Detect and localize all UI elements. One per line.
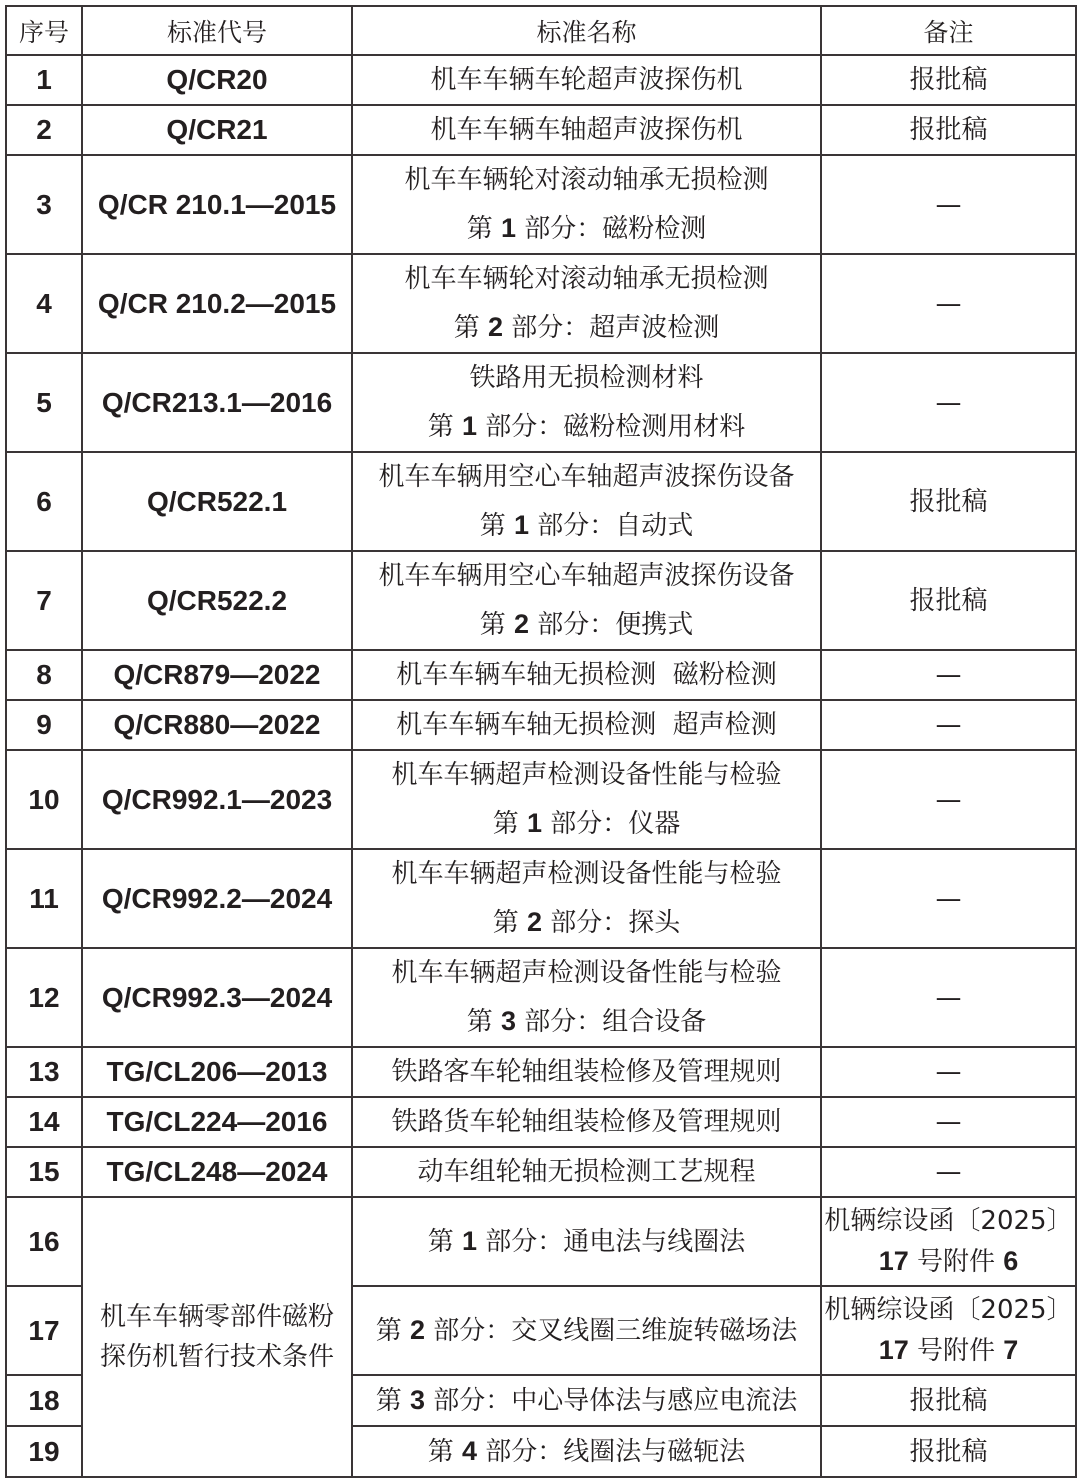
header-index: 序号 xyxy=(6,6,82,55)
row-name xyxy=(352,452,821,551)
row-index: 7 xyxy=(6,551,82,650)
row-note: 报批稿 xyxy=(821,452,1076,551)
table-row xyxy=(6,948,1076,1047)
row-note: — xyxy=(821,1097,1076,1147)
row-note: — xyxy=(821,1047,1076,1097)
table-row xyxy=(6,849,1076,948)
header-row xyxy=(6,6,1076,55)
table-row xyxy=(6,1197,1076,1286)
row-note: — xyxy=(821,1147,1076,1197)
row-code: Q/CR21 xyxy=(82,105,352,155)
row-note: — xyxy=(821,155,1076,254)
row-name: 铁路货车轮轴组装检修及管理规则 xyxy=(352,1097,821,1147)
row-index: 6 xyxy=(6,452,82,551)
row-index: 2 xyxy=(6,105,82,155)
row-index: 8 xyxy=(6,650,82,700)
row-index: 5 xyxy=(6,353,82,452)
row-code: Q/CR 210.1—2015 xyxy=(82,155,352,254)
row-code: TG/CL248—2024 xyxy=(82,1147,352,1197)
row-index: 10 xyxy=(6,750,82,849)
row-name-line1: 机车车辆超声检测设备性能与检验 xyxy=(391,859,782,889)
row-index: 12 xyxy=(6,948,82,1047)
row-name: 机车车辆车轮超声波探伤机 xyxy=(352,55,821,105)
standards-table xyxy=(5,5,1077,1478)
header-note: 备注 xyxy=(821,6,1076,55)
row-index: 3 xyxy=(6,155,82,254)
row-name-part: 第 1 部分：磁粉检测用材料 xyxy=(427,411,746,442)
row-code: Q/CR879—2022 xyxy=(82,650,352,700)
row-code: Q/CR522.2 xyxy=(82,551,352,650)
row-name-line1: 机车车辆轮对滚动轴承无损检测 xyxy=(404,264,769,294)
table-row xyxy=(6,650,1076,700)
row-note: 报批稿 xyxy=(821,1426,1076,1477)
row-index: 13 xyxy=(6,1047,82,1097)
merged-code-line2: 探伤机暂行技术条件 xyxy=(99,1342,334,1372)
row-name xyxy=(352,254,821,353)
row-name: 机车车辆车轴无损检测 超声检测 xyxy=(352,700,821,750)
row-index: 4 xyxy=(6,254,82,353)
table-row xyxy=(6,55,1076,105)
row-name xyxy=(352,353,821,452)
row-code: TG/CL206—2013 xyxy=(82,1047,352,1097)
row-name: 第 3 部分：中心导体法与感应电流法 xyxy=(352,1375,821,1426)
row-note: — xyxy=(821,948,1076,1047)
row-note xyxy=(821,1197,1076,1286)
row-note: — xyxy=(821,700,1076,750)
table-row xyxy=(6,155,1076,254)
row-name: 机车车辆车轴无损检测 磁粉检测 xyxy=(352,650,821,700)
row-note: — xyxy=(821,650,1076,700)
row-name-part: 第 1 部分：磁粉检测 xyxy=(466,213,707,244)
row-note: — xyxy=(821,750,1076,849)
table-row xyxy=(6,1097,1076,1147)
row-note-line1: 机辆综设函〔2025〕 xyxy=(824,1206,1073,1236)
row-code: Q/CR522.1 xyxy=(82,452,352,551)
row-name: 第 1 部分：通电法与线圈法 xyxy=(352,1197,821,1286)
row-index: 17 xyxy=(6,1286,82,1375)
row-note-line1: 机辆综设函〔2025〕 xyxy=(824,1295,1073,1325)
row-name xyxy=(352,750,821,849)
row-code: TG/CL224—2016 xyxy=(82,1097,352,1147)
row-name-line1: 机车车辆轮对滚动轴承无损检测 xyxy=(404,165,769,195)
row-code: Q/CR992.1—2023 xyxy=(82,750,352,849)
row-note-line2: 17 号附件 7 xyxy=(878,1335,1019,1366)
row-name: 第 4 部分：线圈法与磁轭法 xyxy=(352,1426,821,1477)
row-name xyxy=(352,849,821,948)
row-name-part: 第 2 部分：探头 xyxy=(492,907,681,938)
row-name: 动车组轮轴无损检测工艺规程 xyxy=(352,1147,821,1197)
row-note: 报批稿 xyxy=(821,55,1076,105)
row-index: 18 xyxy=(6,1375,82,1426)
table-row xyxy=(6,105,1076,155)
row-name-line1: 机车车辆超声检测设备性能与检验 xyxy=(391,958,782,988)
row-index: 14 xyxy=(6,1097,82,1147)
row-name: 机车车辆车轴超声波探伤机 xyxy=(352,105,821,155)
row-note: — xyxy=(821,254,1076,353)
header-name: 标准名称 xyxy=(352,6,821,55)
row-name-part: 第 3 部分：组合设备 xyxy=(466,1006,707,1037)
row-name xyxy=(352,155,821,254)
row-code: Q/CR880—2022 xyxy=(82,700,352,750)
row-name-line1: 机车车辆超声检测设备性能与检验 xyxy=(391,760,782,790)
table-row xyxy=(6,1147,1076,1197)
row-note: 报批稿 xyxy=(821,551,1076,650)
row-code: Q/CR 210.2—2015 xyxy=(82,254,352,353)
table-row xyxy=(6,254,1076,353)
row-index: 15 xyxy=(6,1147,82,1197)
row-name-part: 第 1 部分：仪器 xyxy=(492,808,681,839)
row-name xyxy=(352,948,821,1047)
row-index: 1 xyxy=(6,55,82,105)
row-name: 第 2 部分：交叉线圈三维旋转磁场法 xyxy=(352,1286,821,1375)
table-row xyxy=(6,452,1076,551)
table-row xyxy=(6,353,1076,452)
row-name-line1: 机车车辆用空心车轴超声波探伤设备 xyxy=(378,561,795,591)
table-row xyxy=(6,551,1076,650)
row-name-line1: 机车车辆用空心车轴超声波探伤设备 xyxy=(378,462,795,492)
row-name xyxy=(352,551,821,650)
row-index: 19 xyxy=(6,1426,82,1477)
row-name-line1: 铁路用无损检测材料 xyxy=(469,363,704,393)
row-index: 9 xyxy=(6,700,82,750)
row-note: 报批稿 xyxy=(821,105,1076,155)
merged-code-line1: 机车车辆零部件磁粉 xyxy=(99,1302,334,1332)
row-note: — xyxy=(821,849,1076,948)
row-name: 铁路客车轮轴组装检修及管理规则 xyxy=(352,1047,821,1097)
row-index: 11 xyxy=(6,849,82,948)
merged-code-cell xyxy=(82,1197,352,1477)
row-note: 报批稿 xyxy=(821,1375,1076,1426)
row-index: 16 xyxy=(6,1197,82,1286)
row-code: Q/CR992.3—2024 xyxy=(82,948,352,1047)
table-row xyxy=(6,700,1076,750)
row-name-part: 第 2 部分：超声波检测 xyxy=(453,312,720,343)
row-note xyxy=(821,1286,1076,1375)
header-code: 标准代号 xyxy=(82,6,352,55)
row-code: Q/CR992.2—2024 xyxy=(82,849,352,948)
row-code: Q/CR213.1—2016 xyxy=(82,353,352,452)
row-note: — xyxy=(821,353,1076,452)
table-row xyxy=(6,750,1076,849)
table-row xyxy=(6,1047,1076,1097)
row-name-part: 第 1 部分：自动式 xyxy=(479,510,694,541)
row-note-line2: 17 号附件 6 xyxy=(878,1246,1019,1277)
row-code: Q/CR20 xyxy=(82,55,352,105)
row-name-part: 第 2 部分：便携式 xyxy=(479,609,694,640)
